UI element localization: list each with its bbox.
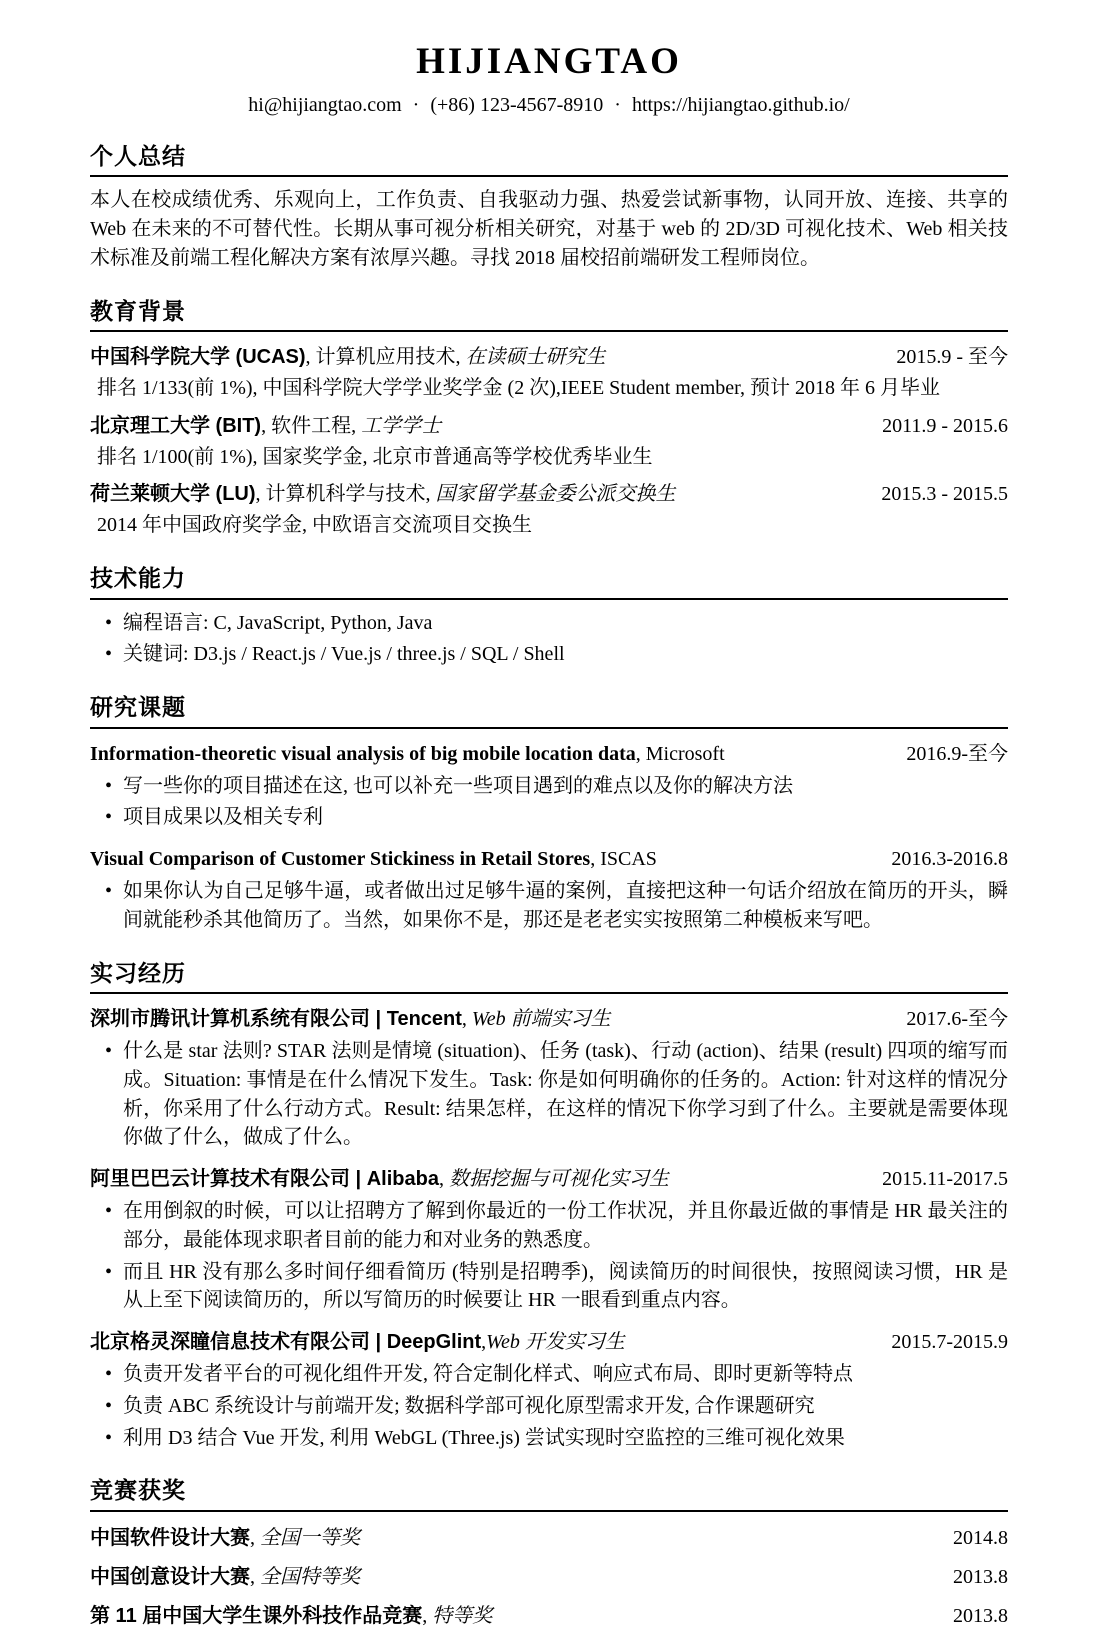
research-bullet-list (90, 772, 1008, 833)
award-separator: , (250, 1565, 260, 1588)
research-entry-heading (90, 740, 1008, 769)
experience-entry-title (90, 1165, 669, 1194)
candidate-name: HIJIANGTAO (416, 41, 682, 82)
section-divider (90, 330, 1008, 332)
skill-item: • 关键词: D3.js / React.js / Vue.js / three.js / SQL / Shell (90, 640, 1008, 669)
award-title (90, 1602, 492, 1630)
award-competition-name: 中国创意设计大赛 (90, 1565, 250, 1588)
experience-bullet: • 负责 ABC 系统设计与前端开发; 数据科学部可视化原型需求开发, 合作课题研究 (90, 1392, 1008, 1421)
award-title (90, 1563, 360, 1592)
research-date: 2016.9-至今 (906, 742, 1008, 765)
experience-bullet-list (90, 1360, 1008, 1452)
award-date: 2014.8 (953, 1526, 1008, 1549)
research-entry (90, 740, 1008, 832)
degree-name: 工学学士 (361, 414, 442, 437)
school-name: 荷兰莱顿大学 (LU) (90, 483, 256, 506)
education-detail: 排名 1/133(前 1%), 中国科学院大学学业奖学金 (2 次),IEEE Student member, 预计 2018 年 6 月毕业 (97, 377, 941, 400)
education-entry-title (90, 480, 676, 509)
research-affiliation: , Microsoft (635, 742, 725, 765)
award-separator: , (250, 1526, 260, 1549)
section-divider (90, 992, 1008, 994)
contact-email-link[interactable]: hi@hijiangtao.com (248, 93, 402, 116)
research-entry-title (90, 845, 657, 874)
research-bullet: • 如果你认为自己足够牛逼，或者做出过足够牛逼的案例，直接把这种一句话介绍放在简历的开头，瞬间就能秒杀其他简历了。当然，如果你不是，那还是老老实实按照第二种模板来写吧。 (90, 877, 1008, 935)
company-name: 阿里巴巴云计算技术有限公司 | Alibaba (90, 1168, 439, 1191)
experience-entry-heading (90, 1165, 1008, 1194)
experience-date: 2017.6-至今 (906, 1008, 1008, 1031)
award-date: 2013.8 (953, 1604, 1008, 1627)
education-entry-title (90, 343, 606, 372)
summary-text: 本人在校成绩优秀、乐观向上，工作负责、自我驱动力强、热爱尝试新事物，认同开放、连接、共享的 Web 在未来的不可替代性。长期从事可视分析相关研究，对基于 web 的 2D/3D 可视化技术、Web 相关技术标准及前端工程化解决方案有浓厚兴趣。寻找 2018 届校招前端研发工程师岗位。 (90, 189, 1008, 269)
award-competition-name: 第 11 届中国大学生课外科技作品竞赛 (90, 1604, 423, 1627)
contact-separator-dot: · (412, 93, 420, 116)
education-date: 2015.9 - 至今 (896, 346, 1008, 369)
company-role-separator: , (438, 1168, 449, 1191)
section-title-skills: 技术能力 (90, 565, 186, 592)
skill-item: • 编程语言: C, JavaScript, Python, Java (90, 609, 1008, 638)
job-role: Web 前端实习生 (471, 1008, 611, 1031)
job-role: 数据挖掘与可视化实习生 (448, 1168, 669, 1191)
education-entry (90, 412, 1008, 472)
education-entry-heading (90, 412, 1008, 441)
education-detail: 2014 年中国政府奖学金, 中欧语言交流项目交换生 (97, 514, 532, 537)
award-title (90, 1524, 360, 1553)
experience-bullet-list (90, 1037, 1008, 1152)
section-title-awards: 竞赛获奖 (90, 1477, 186, 1504)
experience-entry (90, 1165, 1008, 1315)
experience-date: 2015.7-2015.9 (891, 1331, 1008, 1354)
experience-bullet: • 在用倒叙的时候，可以让招聘方了解到你最近的一份工作状况，并且你最近做的事情是 HR 最关注的部分，最能体现求职者目前的能力和对业务的熟悉度。 (90, 1197, 1008, 1255)
education-date: 2011.9 - 2015.6 (882, 414, 1008, 437)
education-date: 2015.3 - 2015.5 (881, 483, 1008, 506)
contact-separator-dot: · (614, 93, 621, 116)
research-project-name: Visual Comparison of Customer Stickiness in Retail Stores (90, 848, 591, 871)
school-name: 北京理工大学 (BIT) (90, 414, 262, 437)
research-entry-title (90, 740, 725, 769)
research-date: 2016.3-2016.8 (891, 848, 1008, 871)
education-detail: 排名 1/100(前 1%), 国家奖学金, 北京市普通高等学校优秀毕业生 (97, 445, 653, 468)
contact-line (90, 92, 1008, 118)
section-title-experience: 实习经历 (90, 959, 186, 986)
experience-entry-heading (90, 1328, 1008, 1357)
company-role-separator: , (461, 1008, 472, 1031)
award-date: 2013.8 (953, 1565, 1008, 1588)
section-title-research: 研究课题 (90, 694, 186, 721)
section-divider (90, 727, 1008, 729)
research-bullet-list (90, 877, 1008, 935)
experience-entry-title (90, 1005, 611, 1034)
research-bullet: • 写一些你的项目描述在这, 也可以补充一些项目遇到的难点以及你的解决方法 (90, 772, 1008, 801)
award-entry (90, 1524, 1008, 1553)
company-name: 深圳市腾讯计算机系统有限公司 | Tencent (90, 1008, 462, 1031)
experience-entry-heading (90, 1005, 1008, 1034)
experience-bullet: • 什么是 star 法则? STAR 法则是情境 (situation)、任务 (task)、行动 (action)、结果 (result) 四项的缩写而成。Situation: 事情是在什么情况下发生。Task: 你是如何明确你的任务的。Action: 针对这样的情况分析，你采用了什么行动方式。Result: 结果怎样，在这样的情况下你学习到了什么。主要就是需要体现你做了什么，做成了什么。 (90, 1037, 1008, 1152)
education-entry-heading (90, 480, 1008, 509)
program-name: , 计算机科学与技术, (255, 483, 436, 506)
resume-header (90, 42, 1008, 118)
experience-date: 2015.11-2017.5 (882, 1168, 1008, 1191)
company-name: 北京格灵深瞳信息技术有限公司 | DeepGlint (90, 1331, 482, 1354)
section-divider (90, 1510, 1008, 1512)
section-experience (90, 960, 1008, 1453)
section-title-education: 教育背景 (90, 297, 186, 324)
section-awards (90, 1477, 1008, 1630)
education-entry (90, 343, 1008, 403)
section-education (90, 298, 1008, 540)
contact-website-link[interactable]: https://hijiangtao.github.io/ (631, 93, 850, 116)
contact-phone: (+86) 123-4567-8910 (430, 93, 604, 116)
experience-bullet: • 负责开发者平台的可视化组件开发, 符合定制化样式、响应式布局、即时更新等特点 (90, 1360, 1008, 1389)
experience-bullet: • 而且 HR 没有那么多时间仔细看简历 (特别是招聘季)，阅读简历的时间很快，按照阅读习惯，HR 是从上至下阅读简历的，所以写简历的时候要让 HR 一眼看到重点内容。 (90, 1258, 1008, 1316)
award-entry (90, 1563, 1008, 1592)
program-name: , 计算机应用技术, (305, 346, 466, 369)
section-summary (90, 143, 1008, 273)
experience-bullet: • 利用 D3 结合 Vue 开发, 利用 WebGL (Three.js) 尝试实现时空监控的三维可视化效果 (90, 1424, 1008, 1453)
research-affiliation: , ISCAS (590, 848, 657, 871)
section-skills (90, 565, 1008, 669)
skills-list (90, 609, 1008, 670)
research-entry-heading (90, 845, 1008, 874)
experience-entry (90, 1005, 1008, 1152)
research-bullet: • 项目成果以及相关专利 (90, 803, 1008, 832)
education-entry-title (90, 412, 441, 441)
school-name: 中国科学院大学 (UCAS) (90, 346, 306, 369)
job-role: Web 开发实习生 (486, 1331, 625, 1354)
program-name: , 软件工程, (261, 414, 362, 437)
experience-entry-title (90, 1328, 625, 1357)
award-result: 特等奖 (432, 1604, 493, 1627)
degree-name: 在读硕士研究生 (465, 346, 606, 369)
company-role-separator: , (481, 1331, 487, 1354)
education-entry (90, 480, 1008, 540)
award-separator: , (422, 1604, 433, 1627)
research-entry (90, 845, 1008, 934)
research-project-name: Information-theoretic visual analysis of big mobile location data (90, 742, 636, 765)
award-competition-name: 中国软件设计大赛 (90, 1526, 250, 1549)
section-research (90, 694, 1008, 934)
education-entry-heading (90, 343, 1008, 372)
experience-entry (90, 1328, 1008, 1452)
section-divider (90, 598, 1008, 600)
award-entry (90, 1602, 1008, 1630)
degree-name: 国家留学基金委公派交换生 (435, 483, 676, 506)
experience-bullet-list (90, 1197, 1008, 1315)
section-title-summary: 个人总结 (90, 142, 186, 169)
section-divider (90, 175, 1008, 177)
award-result: 全国特等奖 (260, 1565, 360, 1588)
award-result: 全国一等奖 (260, 1526, 360, 1549)
